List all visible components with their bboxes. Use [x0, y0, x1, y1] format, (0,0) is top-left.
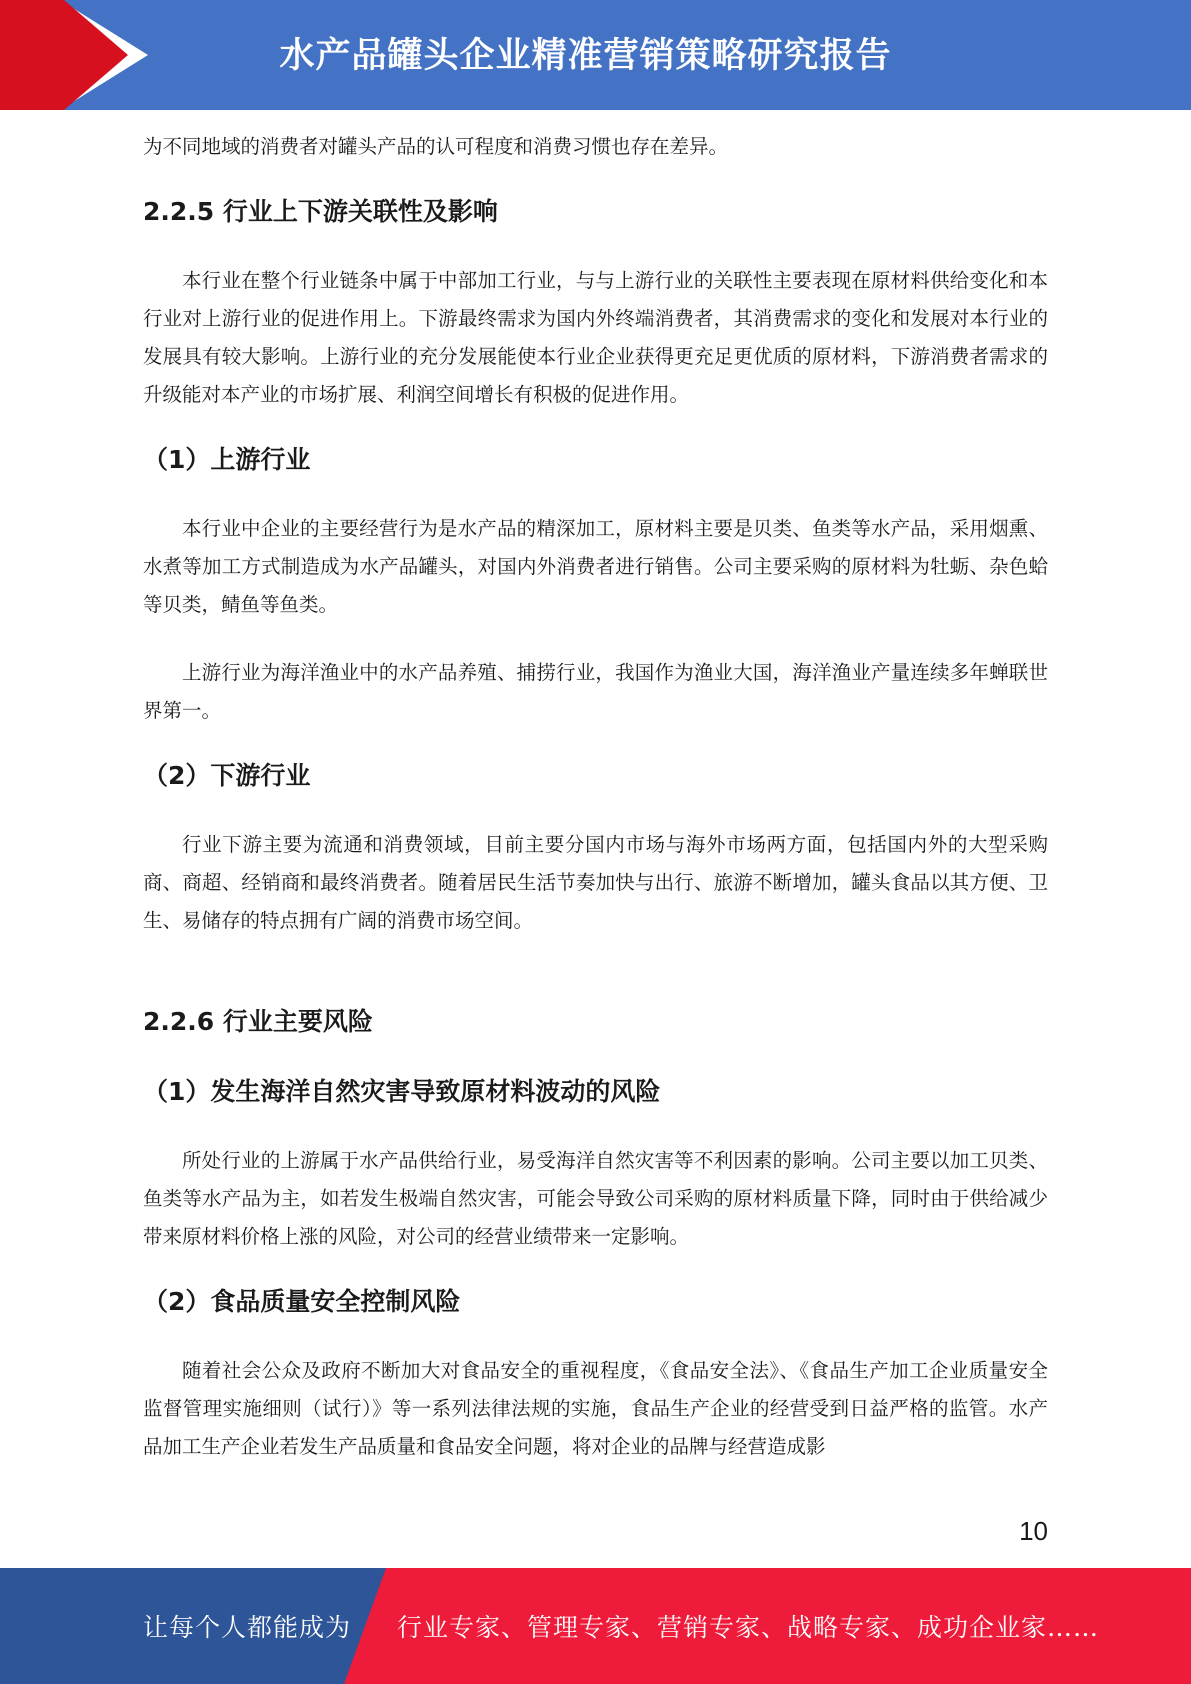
- paragraph-risk-food-safety: 随着社会公众及政府不断加大对食品安全的重视程度，《食品安全法》、《食品生产加工企业质量安全监督管理实施细则（试行）》等一系列法律法规的实施，食品生产企业的经营受到日益严格的监管。水产品加工生产企业若发生产品质量和食品安全问题，将对企业的品牌与经营造成影: [143, 1359, 1048, 1458]
- footer-slogan-right: 行业专家、管理专家、营销专家、战略专家、成功企业家……: [397, 1613, 1100, 1642]
- paragraph-continuation: 为不同地域的消费者对罐头产品的认可程度和消费习惯也存在差异。: [143, 135, 729, 158]
- page-number: 10: [1019, 1516, 1048, 1546]
- subheading-risk-food-safety: （2）食品质量安全控制风险: [143, 1287, 461, 1316]
- header-chevron-graphic: [0, 0, 150, 110]
- page-footer: [0, 1568, 1191, 1684]
- subheading-upstream: （1）上游行业: [143, 445, 311, 474]
- paragraph-upstream-fishery: 上游行业为海洋渔业中的水产品养殖、捕捞行业，我国作为渔业大国，海洋渔业产量连续多年蝉联世界第一。: [143, 661, 1048, 722]
- footer-slogan-left: 让每个人都能成为: [143, 1613, 352, 1642]
- page-header: [0, 0, 1191, 110]
- report-title: 水产品罐头企业精准营销策略研究报告: [279, 36, 892, 76]
- paragraph-downstream: 行业下游主要为流通和消费领域，目前主要分国内市场与海外市场两方面，包括国内外的大型采购商、商超、经销商和最终消费者。随着居民生活节奏加快与出行、旅游不断增加，罐头食品以其方便、卫生、易储存的特点拥有广阔的消费市场空间。: [143, 833, 1048, 932]
- section-heading-2-2-6: 2.2.6 行业主要风险: [143, 1007, 373, 1036]
- paragraph-industry-chain: 本行业在整个行业链条中属于中部加工行业，与与上游行业的关联性主要表现在原材料供给变化和本行业对上游行业的促进作用上。下游最终需求为国内外终端消费者，其消费需求的变化和发展对本行业的发展具有较大影响。上游行业的充分发展能使本行业企业获得更充足更优质的原材料，下游消费者需求的升级能对本产业的市场扩展、利润空间增长有积极的促进作用。: [143, 269, 1048, 406]
- subheading-downstream: （2）下游行业: [143, 761, 311, 790]
- subheading-risk-natural-disaster: （1）发生海洋自然灾害导致原材料波动的风险: [143, 1077, 661, 1106]
- paragraph-upstream-raw-materials: 本行业中企业的主要经营行为是水产品的精深加工，原材料主要是贝类、鱼类等水产品，采用烟熏、水煮等加工方式制造成为水产品罐头，对国内外消费者进行销售。公司主要采购的原材料为牡蛎、杂色蛤等贝类，鲭鱼等鱼类。: [143, 517, 1048, 616]
- section-heading-2-2-5: 2.2.5 行业上下游关联性及影响: [143, 197, 498, 226]
- page-content: [143, 128, 1048, 1466]
- paragraph-risk-natural-disaster: 所处行业的上游属于水产品供给行业，易受海洋自然灾害等不利因素的影响。公司主要以加工贝类、鱼类等水产品为主，如若发生极端自然灾害，可能会导致公司采购的原材料质量下降，同时由于供给减少带来原材料价格上涨的风险，对公司的经营业绩带来一定影响。: [143, 1149, 1048, 1248]
